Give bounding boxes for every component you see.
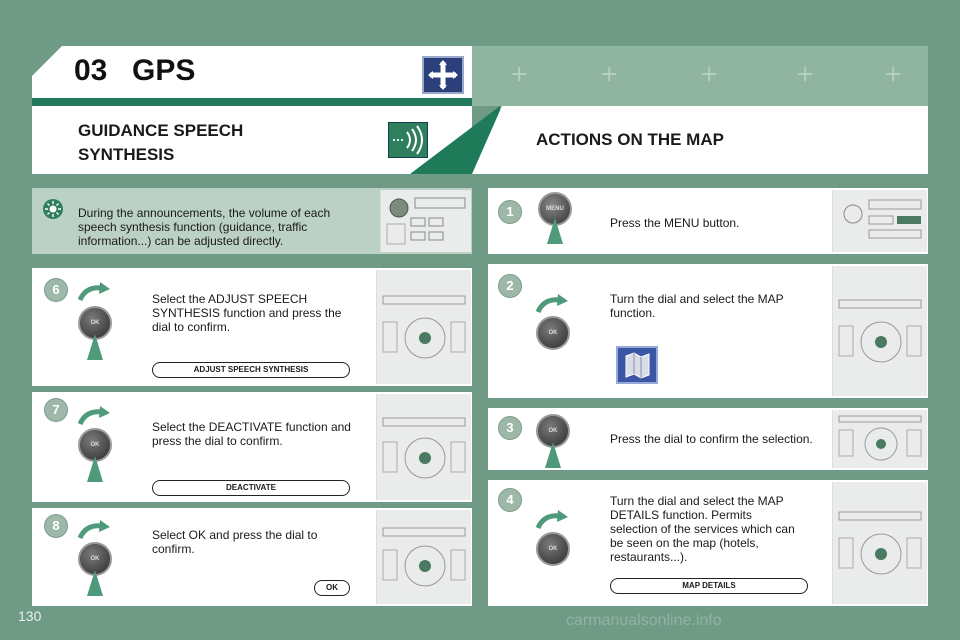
dial-icon: OK	[536, 414, 570, 448]
watermark: carmanualsonline.info	[566, 612, 722, 629]
dial-icon: OK	[78, 428, 112, 462]
label-adjust-speech-synthesis: ADJUST SPEECH SYNTHESIS	[152, 362, 350, 378]
arrow-icon	[78, 406, 106, 424]
radio-unit-icon	[380, 190, 471, 252]
radio-unit-icon	[832, 410, 927, 468]
page-number: 130	[18, 608, 42, 624]
step-number-7: 7	[44, 398, 68, 422]
step-number-3: 3	[498, 416, 522, 440]
step-3-text: Press the dial to confirm the selection.	[610, 432, 813, 446]
arrow-up-icon	[545, 442, 561, 468]
label-ok: OK	[314, 580, 350, 596]
arrow-icon	[78, 282, 106, 300]
section-title-actions: ACTIONS ON THE MAP	[536, 130, 724, 149]
step-number-2: 2	[498, 274, 522, 298]
step-number-4: 4	[498, 488, 522, 512]
arrow-icon	[78, 520, 106, 538]
dial-icon: OK	[536, 316, 570, 350]
step-7-text: Select the DEACTIVATE function and press the dial to confirm.	[152, 420, 351, 448]
radio-unit-icon	[832, 190, 927, 252]
speech-synthesis-icon	[388, 122, 428, 158]
radio-unit-icon	[832, 266, 927, 396]
step-number-8: 8	[44, 514, 68, 538]
arrow-up-icon	[87, 334, 103, 360]
arrow-icon	[536, 294, 564, 312]
gps-icon	[422, 56, 464, 94]
dial-icon: OK	[78, 542, 112, 576]
info-text: During the announcements, the volume of each speech synthesis function (guidance, traffic information...) can be adjusted directly.	[78, 206, 331, 248]
bulb-icon	[42, 198, 64, 220]
step-6-text: Select the ADJUST SPEECH SYNTHESIS function and press the dial to confirm.	[152, 292, 342, 334]
menu-button-icon: MENU	[538, 192, 572, 226]
step-number-1: 1	[498, 200, 522, 224]
step-2-text: Turn the dial and select the MAP function.	[610, 292, 784, 320]
step-8-text: Select OK and press the dial to confirm.	[152, 528, 318, 556]
step-4-text: Turn the dial and select the MAP DETAILS function. Permits selection of the services which can be seen on the map (hotels, restaurants...).	[610, 494, 795, 564]
label-map-details: MAP DETAILS	[610, 578, 808, 594]
arrow-up-icon	[87, 456, 103, 482]
radio-unit-icon	[832, 482, 927, 604]
map-icon	[616, 346, 658, 384]
chapter-number: 03	[74, 54, 108, 87]
step-1-text: Press the MENU button.	[610, 216, 740, 230]
dial-icon: OK	[78, 306, 112, 340]
header-contour-panel: + + + + +	[472, 46, 928, 106]
header-strip	[32, 98, 472, 106]
arrow-icon	[536, 510, 564, 528]
arrow-up-icon	[547, 218, 563, 244]
radio-unit-icon	[376, 510, 471, 604]
arrow-up-icon	[87, 570, 103, 596]
section-title-guidance: GUIDANCE SPEECH SYNTHESIS	[78, 121, 244, 164]
chapter-title: GPS	[132, 54, 196, 87]
radio-unit-icon	[376, 270, 471, 384]
radio-unit-icon	[376, 394, 471, 500]
step-number-6: 6	[44, 278, 68, 302]
dial-icon: OK	[536, 532, 570, 566]
label-deactivate: DEACTIVATE	[152, 480, 350, 496]
